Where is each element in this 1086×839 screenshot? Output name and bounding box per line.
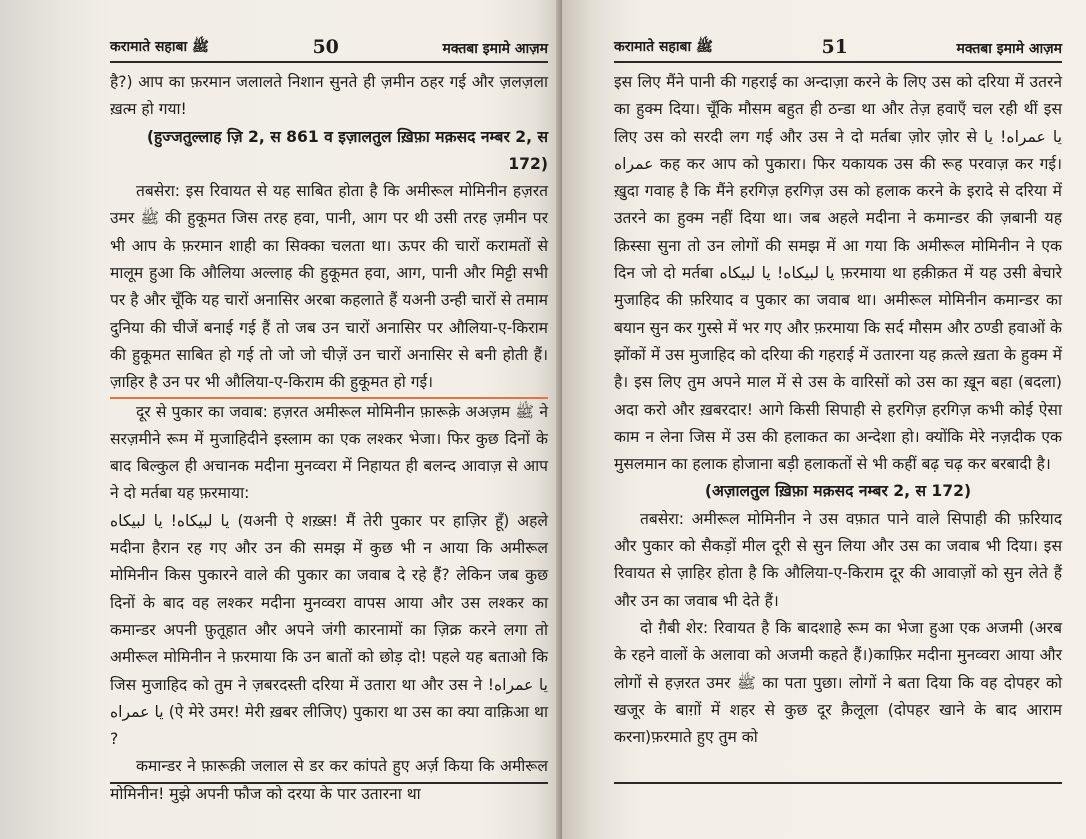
right-page bbox=[562, 0, 1086, 839]
left-header-publisher: मक्तबा इमामे आज़म bbox=[442, 41, 548, 57]
paragraph: इस लिए मैंने पानी की गहराई का अन्दाज़ा करने के लिए उस को दरिया में उतरने का हुक्म दिया। चूँकि मौसम बहुत ही ठन्डा था और तेज़ हवाएँ चल रही थीं इस लिए उस को सरदी लग गई और उस ने दो मर्तबा ज़ोर ज़ोर से يا عمراه! يا عمراه कह कर आप को पुकारा। फिर यकायक उस की रूह परवाज़ कर गई। ख़ुदा गवाह है कि मैंने हरगिज़ हरगिज़ उस को हलाक करने के इरादे से दरिया में उतरने का हुक्म नहीं दिया था। जब अहले मदीना ने कमान्डर की ज़बानी यह क़िस्सा सुना तो उन लोगों की समझ में आ गया कि अमीरूल मोमिनीन ने एक दिन जो दो मर्तबा يا لبيكاه! يا لبيكاه फ़रमाया था हक़ीक़त में यह उसी बेचारे मुजाहिद की फ़रियाद व पुकार का जवाब था। अमीरूल मोमिनीन कमान्डर का बयान सुन कर गुस्से में भर गए और फ़रमाया कि सर्द मौसम और ठण्डी हवाओं के झोंकों में उस मुजाहिद को दरिया की गहराई में उतारना यह क़त्ले ख़ता के हुक्म में है। इस लिए तुम अपने माल में से उस के वारिसों को उस का ख़ून बहा (बदला) अदा करो और ख़बरदार! आगे किसी सिपाही से हरगिज़ हरगिज़ कभी कोई ऐसा काम न लेना जिस में उस की हलाकत का अन्देशा हो। क्योंकि मेरे नज़दीक एक मुसलमान का हलाक होजाना बड़ी हलाकतों से भी कहीं बढ़ चढ़ कर बरबादी है। bbox=[614, 73, 1062, 474]
left-header-title: करामाते सहाबा ﷺ bbox=[110, 39, 209, 55]
left-page-body bbox=[110, 69, 548, 808]
commentary-paragraph: तबसेरा: इस रिवायत से यह साबित होता है कि अमीरूल मोमिनीन हज़रत उमर ﷺ की हुकूमत जिस तरह हवा, पानी, आग पर थी उसी तरह ज़मीन पर भी आप के फ़रमान शाही का सिक्का चलता था। ऊपर की चारों करामतों से मालूम हुआ कि औलिया अल्लाह की हुकूमत हवा, आग, पानी और मिट्टी सभी पर है और चूँकि यह चारों अनासिर अरबा कहलाते हैं यअनी उन्ही चारों से तमाम दुनिया की चीजें बनाई गई हैं तो जब उन चारों अनासिर पर औलिया-ए-किराम की हुकूमत साबित हो गई तो जो जो चीज़ें उन चारों अनासिर से बनी होती हैं। ज़ाहिर है उन पर भी औलिया-ए-किराम की हुकूमत हो गई। bbox=[110, 178, 548, 398]
section-heading-paragraph: दो ग़ैबी शेर: रिवायत है कि बादशाहे रूम का भेजा हुआ एक अजमी (अरब के रहने वालों के अलावा को अजमी कहते हैं।)काफ़िर मदीना मुनव्वरा आया और लोगों से हज़रत उमर ﷺ का पता पुछा। लोगों ने बता दिया कि वह दोपहर को खजूर के बाग़ों में शहर से कुछ दूर क़ैलूला (दोपहर खाने के बाद आराम करना)फ़रमाते हुए तुम को bbox=[614, 618, 1062, 747]
right-page-number: 51 bbox=[821, 36, 848, 58]
paragraph: कमान्डर ने फ़ारूक़ी जलाल से डर कर कांपते हुए अर्ज़ किया कि अमीरूल मोमिनीन! मुझे अपनी फौज को दरया के पार उतारना था bbox=[110, 757, 548, 803]
reference-citation: (हुज्जतुल्लाह ज़ि 2, स 861 व इज़ालतुल ख़िफ़ा मक़सद नम्बर 2, स 172) bbox=[146, 127, 548, 173]
paragraph: है?) आप का फ़रमान जलालते निशान सुनते ही ज़मीन ठहर गई और ज़लज़ला ख़त्म हो गया! bbox=[110, 73, 548, 119]
left-page-number: 50 bbox=[312, 36, 339, 58]
reference-citation: (अज़ालतुल ख़िफ़ा मक़सद नम्बर 2, स 172) bbox=[704, 482, 972, 501]
right-footer-rule bbox=[614, 782, 1062, 784]
right-header-publisher: मक्तबा इमामे आज़म bbox=[956, 41, 1062, 57]
right-page-header bbox=[614, 36, 1062, 63]
right-page-body bbox=[614, 69, 1062, 751]
section-heading-paragraph: दूर से पुकार का जवाब: हज़रत अमीरूल मोमिनीन फ़ारूक़े अअज़म ﷺ ने सरज़मीने रूम में मुजाहिदीने इस्लाम का एक लश्कर भेजा। फिर कुछ दिनों के बाद बिल्कुल ही अचानक मदीना मुनव्वरा में निहायत ही बलन्द आवाज़ से आप ने दो मर्तबा यह फ़रमाया: bbox=[110, 402, 548, 503]
right-header-title: करामाते सहाबा ﷺ bbox=[614, 39, 713, 55]
left-footer-rule bbox=[110, 782, 548, 784]
paragraph: يا لبيكاه! يا لبيكاه (यअनी ऐ शख़्स! मैं तेरी पुकार पर हाज़िर हूँ) अहले मदीना हैरान रह गए और उन की समझ में कुछ भी न आया कि अमीरूल मोमिनीन किस पुकारने वाले की पुकार का जवाब दे रहे हैं? लेकिन जब कुछ दिनों के बाद वह लश्कर मदीना मुनव्वरा वापस आया और उस लश्कर का कमान्डर अपनी फ़ुतूहात और अपने जंगी कारनामों का ज़िक्र करने लगा तो अमीरूल मोमिनीन ने फ़रमाया कि उन बातों को छोड़ दो! पहले यह बताओ कि जिस मुजाहिद को तुम ने ज़बरदस्ती दरिया में उतारा था और उस ने يا عمراه! يا عمراه (ऐ मेरे उमर! मेरी ख़बर लीजिए) पुकारा था उस का क्या वाक़िआ था ? bbox=[110, 511, 549, 749]
commentary-paragraph: तबसेरा: अमीरूल मोमिनीन ने उस वफ़ात पाने वाले सिपाही की फ़रियाद और पुकार को सैकड़ों मील दूरी से सुन लिया और उस का जवाब भी दिया। इस रिवायत से ज़ाहिर होता है कि औलिया-ए-किराम दूर की आवाज़ों को सुन लेते हैं और उन का जवाब भी देते हैं। bbox=[614, 509, 1062, 610]
left-page-header bbox=[110, 36, 548, 63]
